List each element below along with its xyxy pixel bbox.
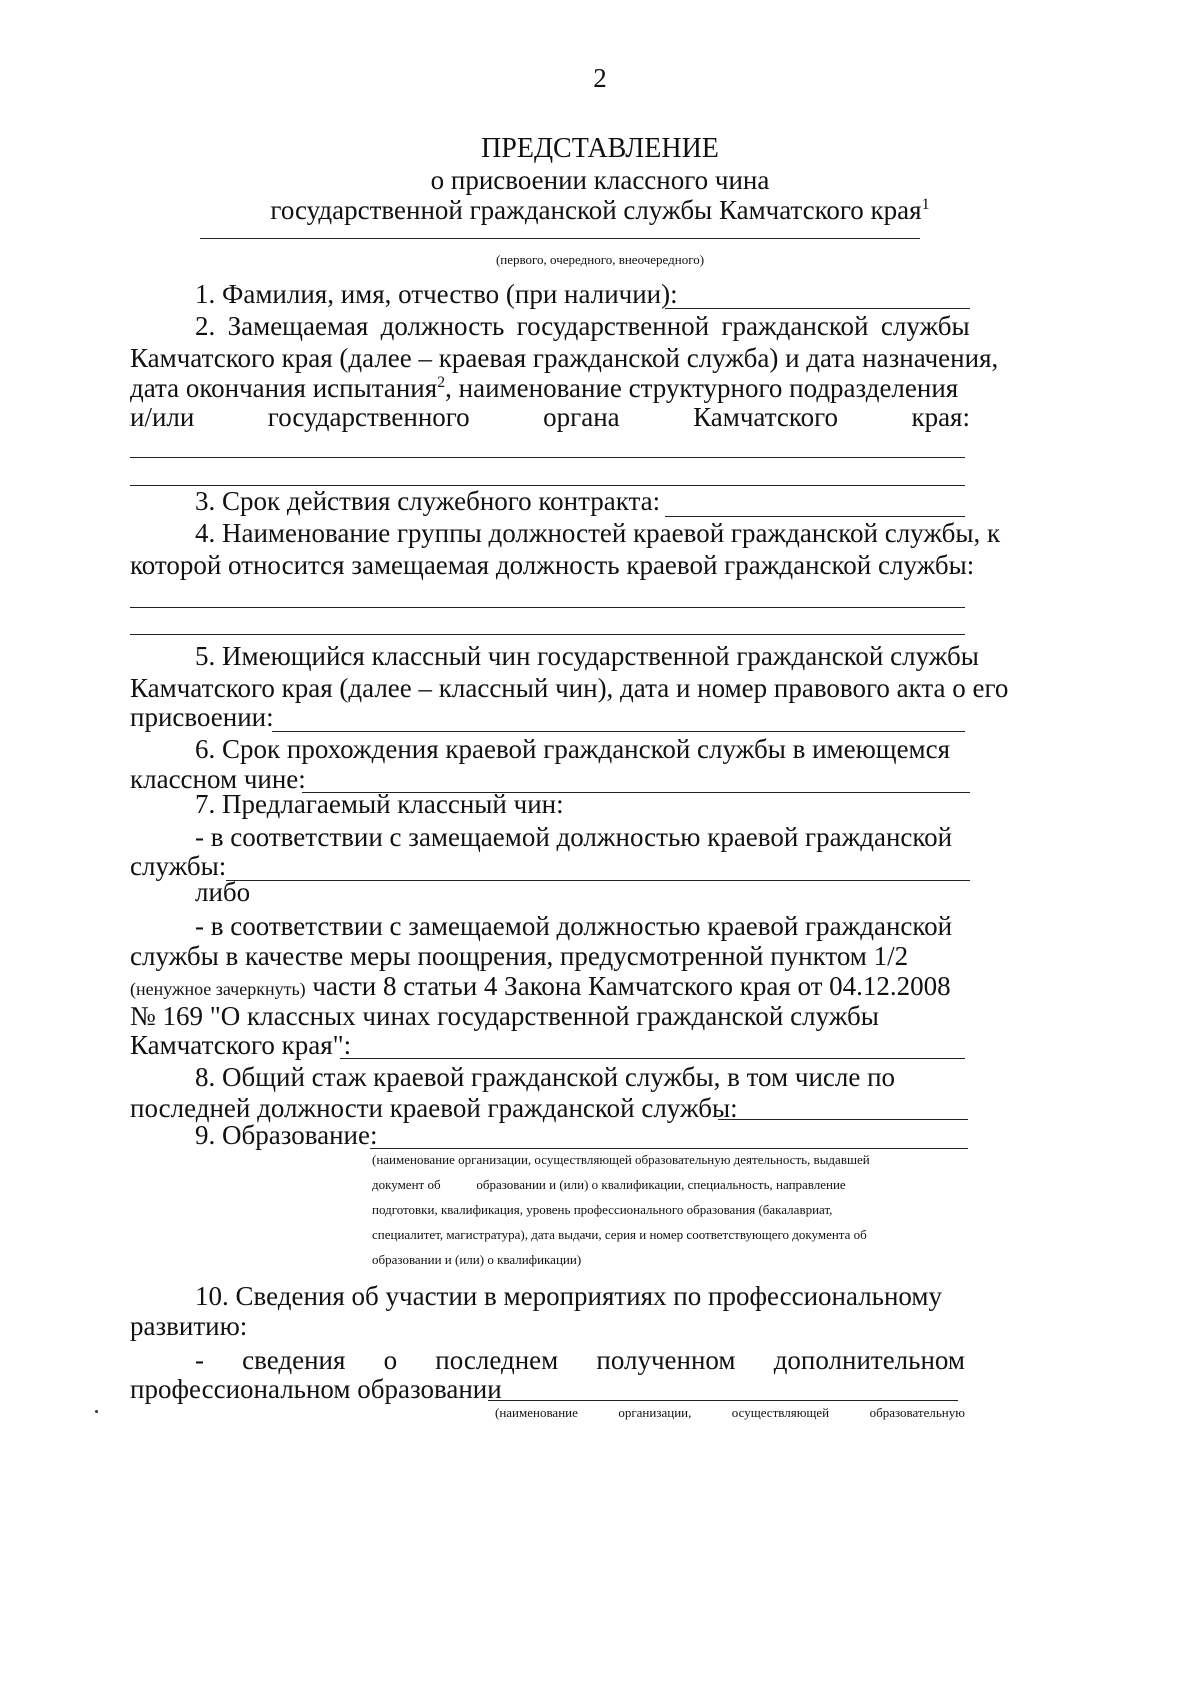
item-7-line-5: - в соответствии с замещаемой должностью краевой гражданской (195, 911, 953, 941)
item-4-line-2: которой относится замещаемая должность краевой гражданской службы: (130, 550, 975, 580)
item-3-label: 3. Срок действия служебного контракта: (195, 486, 661, 516)
item-4-blank-1 (130, 607, 965, 608)
item-5-blank (272, 731, 965, 732)
item-2-line-4: и/или государственного органа Камчатского края: (130, 402, 970, 432)
item-10-line-3: - сведения о последнем полученном дополнительном (195, 1345, 965, 1375)
item-10-line-2: развитию: (130, 1311, 248, 1341)
item-2-line-3: дата окончания испытания$^2$, наименование структурного подразделения (130, 373, 959, 403)
item-9-note-1: (наименование организации, осуществляющей образовательную деятельность, выдавшей (372, 1152, 870, 1167)
item-10-blank (488, 1400, 958, 1401)
item-2-line-1: 2. Замещаемая должность государственной гражданской службы (195, 311, 970, 341)
document-subtitle: о присвоении классного чина (430, 165, 770, 195)
item-8-blank (718, 1119, 968, 1120)
item-2-line-2: Камчатского края (далее – краевая гражданской служба) и дата назначения, (130, 343, 999, 373)
type-blank-line (200, 238, 920, 239)
item-5-line-2: Камчатского края (далее – классный чин), дата и номер правового акта о его (130, 673, 1009, 703)
item-2-blank-1 (130, 457, 965, 458)
item-9-note-4: специалитет, магистратура), дата выдачи, серия и номер соответствующего документа об (372, 1227, 867, 1242)
item-6-line-2: классном чине: (130, 764, 306, 794)
item-6-line-1: 6. Срок прохождения краевой гражданской службы в имеющемся (195, 734, 951, 764)
item-9-note-5: образовании и (или) о квалификации) (372, 1252, 582, 1267)
item-5-line-3: присвоении: (130, 702, 274, 732)
item-7-line-6: службы в качестве меры поощрения, предусмотренной пунктом 1/2 (130, 941, 909, 971)
item-4-blank-2 (130, 634, 965, 635)
item-8-line-2: последней должности краевой гражданской службы: (130, 1093, 738, 1123)
item-10-note: (наименование организации, осуществляющей образовательную (495, 1405, 965, 1420)
item-1-label: 1. Фамилия, имя, отчество (при наличии): (195, 279, 678, 309)
item-9-label: 9. Образование: (195, 1120, 378, 1150)
page-number: 2 (593, 63, 607, 93)
scan-speck (95, 1410, 98, 1413)
item-1-blank (665, 308, 970, 309)
item-5-line-1: 5. Имеющийся классный чин государственной гражданской службы (195, 641, 979, 671)
item-9-note-2: документ об образовании и (или) о квалификации, специальность, направление (372, 1177, 846, 1192)
item-7-blank-2 (340, 1058, 965, 1059)
item-10-line-1: 10. Сведения об участии в мероприятиях по профессиональному (195, 1281, 942, 1311)
item-8-line-1: 8. Общий стаж краевой гражданской службы, в том числе по (195, 1062, 896, 1092)
item-7-line-2: - в соответствии с замещаемой должностью краевой гражданской (195, 822, 953, 852)
item-9-note-3: подготовки, квалификация, уровень профессионального образования (бакалавриат, (372, 1202, 833, 1217)
item-7-line-4: либо (195, 877, 251, 907)
item-7-line-3: службы: (130, 851, 227, 881)
item-7-line-1: 7. Предлагаемый классный чин: (195, 789, 564, 819)
item-7-line-7: (ненужное зачеркнуть) части 8 статьи 4 Закона Камчатского края от 04.12.2008 (130, 971, 951, 1001)
item-7-line-9: Камчатского края": (130, 1030, 352, 1060)
item-7-line-8: № 169 "О классных чинах государственной гражданской службы (130, 1001, 879, 1031)
item-10-line-4: профессиональном образовании (130, 1374, 502, 1404)
item-4-line-1: 4. Наименование группы должностей краевой гражданской службы, к (195, 518, 1001, 548)
item-7-blank-1 (226, 880, 970, 881)
document-title: ПРЕДСТАВЛЕНИЕ (481, 133, 719, 164)
type-hint: (первого, очередного, внеочередного) (495, 252, 705, 267)
document-subtitle-2: государственной гражданской службы Камчатского края$^1$ (270, 195, 930, 225)
item-9-blank (370, 1148, 968, 1149)
